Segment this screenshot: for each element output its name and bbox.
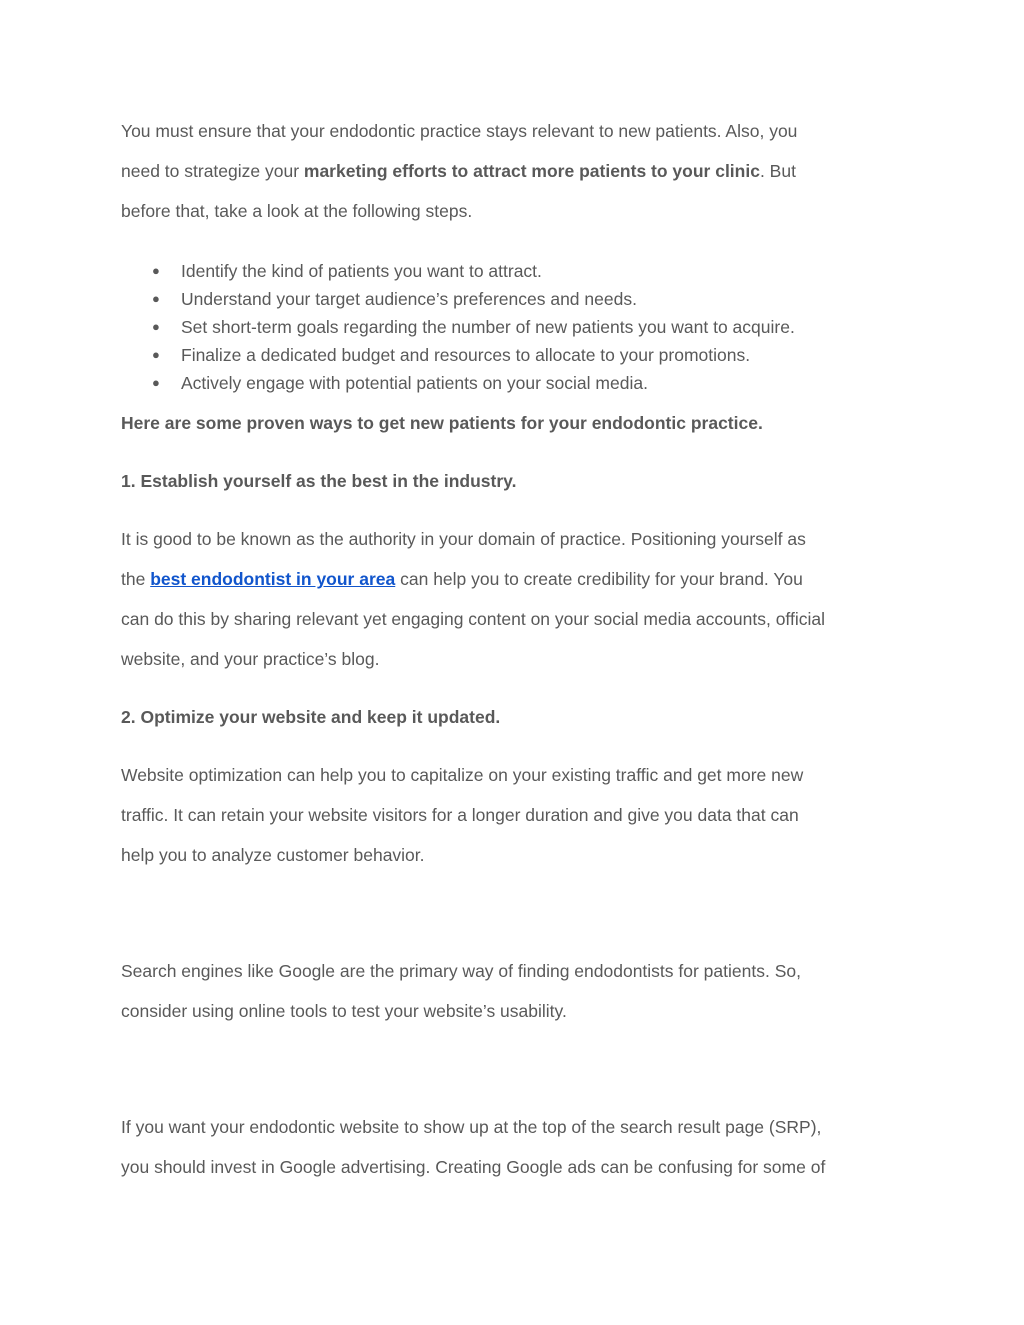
- section-2-p1-line-1: Website optimization can help you to capitalize on your existing traffic and get more new: [121, 765, 804, 785]
- section-1-line-2-post: can help you to create credibility for your brand. You: [395, 569, 803, 589]
- bullet-icon: ●: [152, 375, 160, 390]
- best-endodontist-link[interactable]: best endodontist in your area: [150, 569, 396, 589]
- list-item: [121, 313, 795, 341]
- intro-line-1: You must ensure that your endodontic practice stays relevant to new patients. Also, you: [121, 121, 798, 141]
- lead-heading: Here are some proven ways to get new patients for your endodontic practice.: [121, 413, 763, 433]
- list-item-text: Understand your target audience’s preferences and needs.: [181, 289, 637, 309]
- section-2-paragraph-2: [121, 951, 911, 1031]
- bullet-icon: ●: [152, 319, 160, 334]
- intro-line-3: before that, take a look at the following steps.: [121, 201, 473, 221]
- section-1-line-4: website, and your practice’s blog.: [121, 649, 380, 669]
- intro-bold-phrase: marketing efforts to attract more patients to your clinic: [303, 161, 760, 181]
- section-2-p1-line-3: help you to analyze customer behavior.: [121, 845, 425, 865]
- section-1-line-2-pre: the: [121, 569, 151, 589]
- section-2-paragraph-1: [121, 755, 911, 875]
- section-1-line-1: It is good to be known as the authority in your domain of practice. Positioning yourself as: [121, 529, 806, 549]
- list-item-text: Identify the kind of patients you want to attract.: [181, 261, 542, 281]
- intro-line-2: [121, 151, 911, 191]
- list-item-text: Set short-term goals regarding the number of new patients you want to acquire.: [181, 317, 795, 337]
- section-2-p1-line-2: traffic. It can retain your website visitors for a longer duration and give you data that can: [121, 805, 799, 825]
- section-2-heading: 2. Optimize your website and keep it updated.: [121, 707, 501, 727]
- section-1-line-3: can do this by sharing relevant yet engaging content on your social media accounts, official: [121, 609, 825, 629]
- section-2-p2-line-2: consider using online tools to test your website’s usability.: [121, 1001, 567, 1021]
- list-item: [121, 285, 795, 313]
- intro-line-2-post: . But: [759, 161, 796, 181]
- section-1-line-2: [121, 559, 911, 599]
- list-item-text: Finalize a dedicated budget and resources to allocate to your promotions.: [181, 345, 751, 365]
- bullet-icon: ●: [152, 291, 160, 306]
- list-item-text: Actively engage with potential patients on your social media.: [181, 373, 648, 393]
- section-2-p2-line-1: Search engines like Google are the primary way of finding endodontists for patients. So,: [121, 961, 801, 981]
- section-1-paragraph: [121, 519, 911, 679]
- list-item: [121, 369, 795, 397]
- intro-line-2-pre: need to strategize your: [121, 161, 304, 181]
- section-2-paragraph-3: [121, 1107, 911, 1187]
- steps-list: [121, 257, 795, 397]
- section-2-p3-line-2: you should invest in Google advertising. Creating Google ads can be confusing for some of: [121, 1157, 826, 1177]
- intro-paragraph: [121, 111, 911, 231]
- list-item: [121, 341, 795, 369]
- bullet-icon: ●: [152, 347, 160, 362]
- section-2-p3-line-1: If you want your endodontic website to show up at the top of the search result page (SRP),: [121, 1117, 822, 1137]
- bullet-icon: ●: [152, 263, 160, 278]
- section-1-heading: 1. Establish yourself as the best in the industry.: [121, 471, 517, 491]
- list-item: [121, 257, 795, 285]
